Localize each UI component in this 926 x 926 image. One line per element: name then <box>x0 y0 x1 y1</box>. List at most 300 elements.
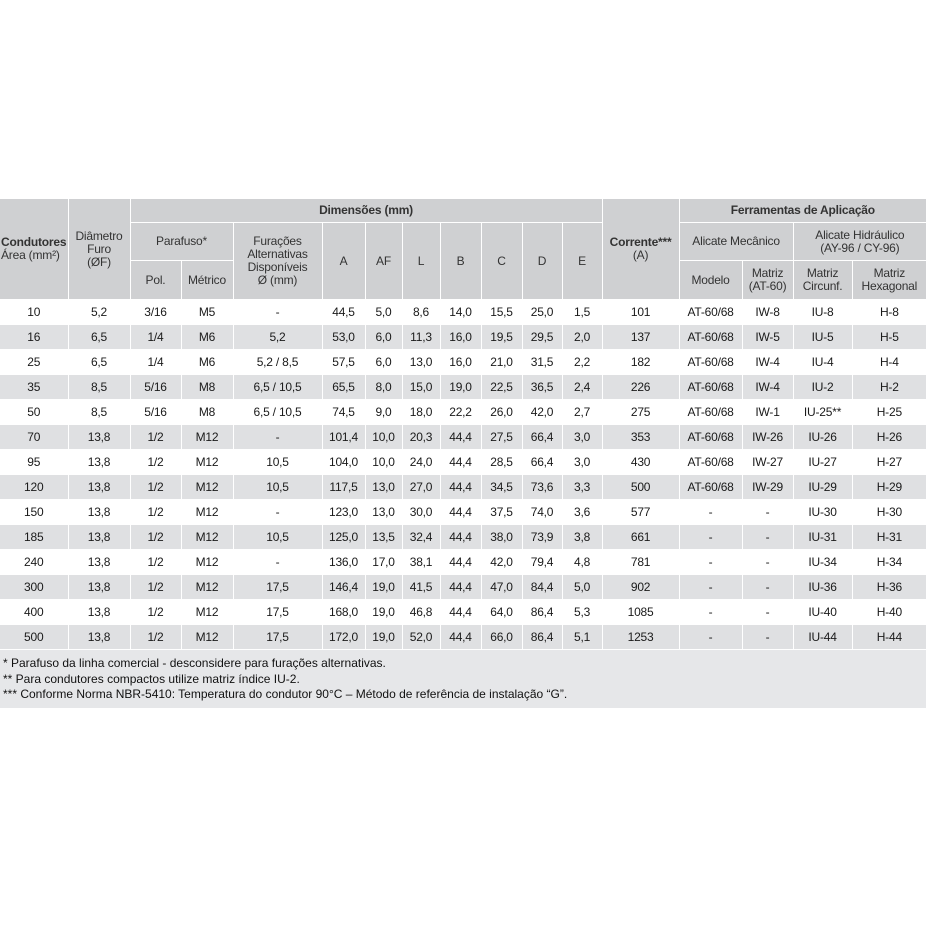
cell-matriz-at: - <box>742 625 793 650</box>
header-dim-d: D <box>522 223 562 300</box>
cell-pol: 5/16 <box>130 400 181 425</box>
cell-c: 27,5 <box>481 425 522 450</box>
cell-d: 74,0 <box>522 500 562 525</box>
cell-diametro: 8,5 <box>68 400 130 425</box>
cell-furacoes: - <box>233 425 322 450</box>
cell-diametro: 5,2 <box>68 300 130 325</box>
header-matriz-at-line1: Matriz <box>751 266 784 280</box>
cell-diametro: 13,8 <box>68 625 130 650</box>
table-row <box>0 525 926 550</box>
cell-metrico: M12 <box>181 525 233 550</box>
cell-matriz-circ: IU-2 <box>793 375 852 400</box>
table-row <box>0 575 926 600</box>
cell-af: 19,0 <box>365 575 402 600</box>
cell-a: 125,0 <box>322 525 365 550</box>
cell-matriz-at: IW-8 <box>742 300 793 325</box>
cell-modelo: - <box>679 500 742 525</box>
cell-diametro: 13,8 <box>68 550 130 575</box>
cell-a: 136,0 <box>322 550 365 575</box>
cell-matriz-circ: IU-27 <box>793 450 852 475</box>
cell-e: 5,0 <box>562 575 602 600</box>
cell-d: 66,4 <box>522 450 562 475</box>
cell-corrente: 182 <box>602 350 679 375</box>
cell-furacoes: 10,5 <box>233 525 322 550</box>
cell-metrico: M12 <box>181 625 233 650</box>
cell-matriz-circ: IU-34 <box>793 550 852 575</box>
header-alicate-mecanico: Alicate Mecânico <box>679 223 793 261</box>
cell-furacoes: - <box>233 550 322 575</box>
cell-l: 27,0 <box>402 475 440 500</box>
cell-matriz-circ: IU-31 <box>793 525 852 550</box>
header-matriz-at <box>742 261 793 300</box>
cell-furacoes: 6,5 / 10,5 <box>233 400 322 425</box>
cell-l: 38,1 <box>402 550 440 575</box>
cell-pol: 1/2 <box>130 550 181 575</box>
cell-matriz-at: IW-4 <box>742 350 793 375</box>
cell-modelo: AT-60/68 <box>679 350 742 375</box>
cell-a: 146,4 <box>322 575 365 600</box>
cell-area: 10 <box>0 300 68 325</box>
cell-area: 300 <box>0 575 68 600</box>
header-ferramentas: Ferramentas de Aplicação <box>679 199 926 223</box>
header-furacoes-line3: Disponíveis <box>247 260 308 274</box>
cell-l: 41,5 <box>402 575 440 600</box>
cell-e: 2,2 <box>562 350 602 375</box>
cell-c: 28,5 <box>481 450 522 475</box>
cell-corrente: 275 <box>602 400 679 425</box>
header-matriz-circ-line1: Matriz <box>806 266 839 280</box>
cell-b: 14,0 <box>440 300 481 325</box>
cell-area: 120 <box>0 475 68 500</box>
cell-metrico: M12 <box>181 575 233 600</box>
cell-matriz-hex: H-29 <box>852 475 926 500</box>
cell-modelo: AT-60/68 <box>679 425 742 450</box>
cell-e: 2,0 <box>562 325 602 350</box>
cell-matriz-at: IW-29 <box>742 475 793 500</box>
cell-matriz-hex: H-40 <box>852 600 926 625</box>
cell-l: 24,0 <box>402 450 440 475</box>
header-diametro-line2: Furo <box>87 241 111 256</box>
cell-d: 29,5 <box>522 325 562 350</box>
cell-corrente: 101 <box>602 300 679 325</box>
cell-l: 18,0 <box>402 400 440 425</box>
cell-l: 20,3 <box>402 425 440 450</box>
cell-af: 13,0 <box>365 500 402 525</box>
cell-a: 123,0 <box>322 500 365 525</box>
cell-modelo: AT-60/68 <box>679 450 742 475</box>
cell-b: 44,4 <box>440 475 481 500</box>
header-dim-b: B <box>440 223 481 300</box>
header-metrico: Métrico <box>181 261 233 300</box>
cell-c: 34,5 <box>481 475 522 500</box>
cell-c: 66,0 <box>481 625 522 650</box>
header-pol: Pol. <box>130 261 181 300</box>
cell-a: 57,5 <box>322 350 365 375</box>
cell-pol: 1/2 <box>130 525 181 550</box>
cell-d: 86,4 <box>522 600 562 625</box>
cell-pol: 1/2 <box>130 425 181 450</box>
header-dim-af: AF <box>365 223 402 300</box>
cell-e: 2,7 <box>562 400 602 425</box>
cell-metrico: M5 <box>181 300 233 325</box>
cell-b: 44,4 <box>440 500 481 525</box>
cell-c: 47,0 <box>481 575 522 600</box>
cell-l: 8,6 <box>402 300 440 325</box>
table-row <box>0 450 926 475</box>
header-furacoes <box>233 223 322 300</box>
cell-c: 42,0 <box>481 550 522 575</box>
header-furacoes-line4: Ø (mm) <box>257 273 298 287</box>
cell-diametro: 13,8 <box>68 475 130 500</box>
table-row <box>0 400 926 425</box>
cell-metrico: M6 <box>181 325 233 350</box>
cell-matriz-hex: H-26 <box>852 425 926 450</box>
cell-matriz-hex: H-44 <box>852 625 926 650</box>
cell-matriz-at: - <box>742 575 793 600</box>
cell-a: 168,0 <box>322 600 365 625</box>
header-corrente-line2: (A) <box>632 248 649 262</box>
cell-e: 2,4 <box>562 375 602 400</box>
cell-furacoes: 6,5 / 10,5 <box>233 375 322 400</box>
cell-matriz-circ: IU-26 <box>793 425 852 450</box>
cell-matriz-circ: IU-36 <box>793 575 852 600</box>
cell-af: 6,0 <box>365 325 402 350</box>
table-row <box>0 475 926 500</box>
cell-matriz-circ: IU-40 <box>793 600 852 625</box>
table-row <box>0 350 926 375</box>
cell-af: 10,0 <box>365 450 402 475</box>
table-row <box>0 625 926 650</box>
cell-l: 30,0 <box>402 500 440 525</box>
cell-pol: 1/2 <box>130 450 181 475</box>
cell-furacoes: - <box>233 500 322 525</box>
cell-corrente: 661 <box>602 525 679 550</box>
cell-corrente: 781 <box>602 550 679 575</box>
cell-metrico: M6 <box>181 350 233 375</box>
table-row <box>0 550 926 575</box>
cell-pol: 1/2 <box>130 475 181 500</box>
table-body <box>0 300 926 650</box>
header-modelo: Modelo <box>679 261 742 300</box>
cell-area: 150 <box>0 500 68 525</box>
cell-c: 64,0 <box>481 600 522 625</box>
footnote-2: ** Para condutores compactos utilize matriz índice IU-2. <box>3 671 300 686</box>
cell-matriz-circ: IU-5 <box>793 325 852 350</box>
cell-area: 400 <box>0 600 68 625</box>
header-dimensoes: Dimensões (mm) <box>130 199 602 223</box>
cell-diametro: 13,8 <box>68 525 130 550</box>
cell-matriz-at: IW-27 <box>742 450 793 475</box>
cell-furacoes: 5,2 <box>233 325 322 350</box>
cell-matriz-hex: H-4 <box>852 350 926 375</box>
cell-d: 73,9 <box>522 525 562 550</box>
cell-modelo: - <box>679 625 742 650</box>
cell-af: 8,0 <box>365 375 402 400</box>
cell-a: 74,5 <box>322 400 365 425</box>
cell-b: 44,4 <box>440 425 481 450</box>
table-row <box>0 300 926 325</box>
cell-e: 3,0 <box>562 425 602 450</box>
cell-diametro: 13,8 <box>68 600 130 625</box>
cell-b: 16,0 <box>440 350 481 375</box>
cell-metrico: M12 <box>181 600 233 625</box>
cell-c: 21,0 <box>481 350 522 375</box>
header-matriz-circ <box>793 261 852 300</box>
cell-corrente: 226 <box>602 375 679 400</box>
cell-pol: 1/4 <box>130 350 181 375</box>
cell-d: 42,0 <box>522 400 562 425</box>
cell-matriz-at: IW-26 <box>742 425 793 450</box>
header-area-label: Área (mm²) <box>1 248 60 262</box>
cell-e: 3,3 <box>562 475 602 500</box>
cell-matriz-at: IW-5 <box>742 325 793 350</box>
cell-matriz-at: - <box>742 600 793 625</box>
cell-matriz-circ: IU-25** <box>793 400 852 425</box>
cell-af: 19,0 <box>365 625 402 650</box>
cell-matriz-hex: H-36 <box>852 575 926 600</box>
cell-l: 15,0 <box>402 375 440 400</box>
cell-matriz-at: IW-1 <box>742 400 793 425</box>
cell-a: 65,5 <box>322 375 365 400</box>
cell-furacoes: 17,5 <box>233 625 322 650</box>
cell-d: 79,4 <box>522 550 562 575</box>
cell-c: 15,5 <box>481 300 522 325</box>
cell-b: 19,0 <box>440 375 481 400</box>
header-diametro <box>68 199 130 300</box>
cell-diametro: 13,8 <box>68 575 130 600</box>
table-row <box>0 325 926 350</box>
spec-table <box>0 199 926 650</box>
cell-diametro: 6,5 <box>68 350 130 375</box>
header-alicate-hidraulico-line2: (AY-96 / CY-96) <box>820 240 900 255</box>
cell-matriz-hex: H-31 <box>852 525 926 550</box>
cell-area: 95 <box>0 450 68 475</box>
table-row <box>0 425 926 450</box>
cell-b: 44,4 <box>440 625 481 650</box>
cell-metrico: M12 <box>181 500 233 525</box>
header-dim-a: A <box>322 223 365 300</box>
cell-af: 13,5 <box>365 525 402 550</box>
cell-pol: 5/16 <box>130 375 181 400</box>
cell-e: 5,3 <box>562 600 602 625</box>
cell-e: 5,1 <box>562 625 602 650</box>
cell-l: 11,3 <box>402 325 440 350</box>
cell-af: 5,0 <box>365 300 402 325</box>
cell-corrente: 137 <box>602 325 679 350</box>
cell-matriz-circ: IU-44 <box>793 625 852 650</box>
footnotes <box>0 650 926 708</box>
cell-af: 10,0 <box>365 425 402 450</box>
cell-e: 1,5 <box>562 300 602 325</box>
cell-c: 22,5 <box>481 375 522 400</box>
cell-modelo: AT-60/68 <box>679 325 742 350</box>
cell-c: 37,5 <box>481 500 522 525</box>
cell-modelo: - <box>679 550 742 575</box>
header-matriz-hex-line2: Hexagonal <box>861 279 918 293</box>
cell-matriz-hex: H-25 <box>852 400 926 425</box>
cell-b: 44,4 <box>440 575 481 600</box>
cell-a: 101,4 <box>322 425 365 450</box>
cell-matriz-at: - <box>742 550 793 575</box>
cell-matriz-circ: IU-30 <box>793 500 852 525</box>
cell-metrico: M8 <box>181 400 233 425</box>
cell-af: 19,0 <box>365 600 402 625</box>
cell-area: 500 <box>0 625 68 650</box>
cell-matriz-at: - <box>742 525 793 550</box>
header-furacoes-line2: Alternativas <box>247 247 308 261</box>
footnote-1: * Parafuso da linha comercial - desconsidere para furações alternativas. <box>3 656 386 670</box>
cell-corrente: 500 <box>602 475 679 500</box>
cell-d: 86,4 <box>522 625 562 650</box>
cell-diametro: 13,8 <box>68 425 130 450</box>
cell-l: 32,4 <box>402 525 440 550</box>
cell-corrente: 1253 <box>602 625 679 650</box>
header-dim-e: E <box>562 223 602 300</box>
spec-table-container <box>0 199 926 708</box>
cell-diametro: 13,8 <box>68 500 130 525</box>
header-alicate-hidraulico <box>793 223 926 261</box>
cell-pol: 1/4 <box>130 325 181 350</box>
table-row <box>0 600 926 625</box>
cell-l: 13,0 <box>402 350 440 375</box>
cell-metrico: M12 <box>181 450 233 475</box>
cell-diametro: 8,5 <box>68 375 130 400</box>
cell-furacoes: 5,2 / 8,5 <box>233 350 322 375</box>
cell-d: 36,5 <box>522 375 562 400</box>
cell-area: 35 <box>0 375 68 400</box>
cell-pol: 3/16 <box>130 300 181 325</box>
header-matriz-circ-line2: Circunf. <box>802 279 843 293</box>
cell-af: 17,0 <box>365 550 402 575</box>
header-corrente <box>602 199 679 300</box>
cell-matriz-circ: IU-29 <box>793 475 852 500</box>
cell-e: 3,6 <box>562 500 602 525</box>
cell-matriz-hex: H-30 <box>852 500 926 525</box>
cell-diametro: 6,5 <box>68 325 130 350</box>
cell-matriz-at: IW-4 <box>742 375 793 400</box>
cell-metrico: M12 <box>181 550 233 575</box>
table-row <box>0 375 926 400</box>
cell-a: 117,5 <box>322 475 365 500</box>
cell-d: 25,0 <box>522 300 562 325</box>
header-alicate-hidraulico-line1: Alicate Hidráulico <box>815 227 905 242</box>
table-row <box>0 500 926 525</box>
cell-pol: 1/2 <box>130 575 181 600</box>
cell-modelo: - <box>679 525 742 550</box>
cell-c: 26,0 <box>481 400 522 425</box>
footnote-3: *** Conforme Norma NBR-5410: Temperatura do condutor 90°C – Método de referência de instalação “G”. <box>3 687 568 701</box>
cell-b: 44,4 <box>440 600 481 625</box>
cell-furacoes: 10,5 <box>233 475 322 500</box>
header-parafuso: Parafuso* <box>130 223 233 261</box>
cell-d: 73,6 <box>522 475 562 500</box>
cell-b: 16,0 <box>440 325 481 350</box>
cell-matriz-hex: H-2 <box>852 375 926 400</box>
cell-a: 53,0 <box>322 325 365 350</box>
cell-corrente: 902 <box>602 575 679 600</box>
cell-d: 84,4 <box>522 575 562 600</box>
cell-af: 13,0 <box>365 475 402 500</box>
cell-corrente: 430 <box>602 450 679 475</box>
cell-pol: 1/2 <box>130 500 181 525</box>
cell-matriz-hex: H-5 <box>852 325 926 350</box>
cell-b: 44,4 <box>440 450 481 475</box>
cell-furacoes: 17,5 <box>233 600 322 625</box>
cell-a: 104,0 <box>322 450 365 475</box>
header-corrente-line1: Corrente*** <box>609 235 672 249</box>
cell-d: 66,4 <box>522 425 562 450</box>
cell-metrico: M12 <box>181 425 233 450</box>
cell-corrente: 353 <box>602 425 679 450</box>
cell-af: 9,0 <box>365 400 402 425</box>
cell-corrente: 1085 <box>602 600 679 625</box>
cell-area: 25 <box>0 350 68 375</box>
cell-matriz-circ: IU-4 <box>793 350 852 375</box>
cell-area: 16 <box>0 325 68 350</box>
header-condutores-label: Condutores <box>1 235 67 249</box>
cell-b: 22,2 <box>440 400 481 425</box>
header-dim-l: L <box>402 223 440 300</box>
cell-area: 70 <box>0 425 68 450</box>
cell-l: 52,0 <box>402 625 440 650</box>
cell-furacoes: 10,5 <box>233 450 322 475</box>
cell-e: 4,8 <box>562 550 602 575</box>
cell-b: 44,4 <box>440 525 481 550</box>
cell-furacoes: - <box>233 300 322 325</box>
cell-modelo: AT-60/68 <box>679 375 742 400</box>
cell-area: 185 <box>0 525 68 550</box>
cell-matriz-hex: H-34 <box>852 550 926 575</box>
cell-corrente: 577 <box>602 500 679 525</box>
cell-furacoes: 17,5 <box>233 575 322 600</box>
header-matriz-hex <box>852 261 926 300</box>
header-matriz-at-line2: (AT-60) <box>748 279 787 293</box>
cell-d: 31,5 <box>522 350 562 375</box>
cell-matriz-hex: H-27 <box>852 450 926 475</box>
cell-l: 46,8 <box>402 600 440 625</box>
cell-matriz-at: - <box>742 500 793 525</box>
cell-modelo: AT-60/68 <box>679 475 742 500</box>
cell-modelo: AT-60/68 <box>679 300 742 325</box>
cell-a: 172,0 <box>322 625 365 650</box>
header-condutores <box>0 199 68 300</box>
cell-c: 38,0 <box>481 525 522 550</box>
cell-pol: 1/2 <box>130 625 181 650</box>
cell-modelo: AT-60/68 <box>679 400 742 425</box>
cell-e: 3,8 <box>562 525 602 550</box>
cell-metrico: M8 <box>181 375 233 400</box>
cell-af: 6,0 <box>365 350 402 375</box>
cell-pol: 1/2 <box>130 600 181 625</box>
header-dim-c: C <box>481 223 522 300</box>
cell-a: 44,5 <box>322 300 365 325</box>
cell-area: 50 <box>0 400 68 425</box>
cell-area: 240 <box>0 550 68 575</box>
header-diametro-line1: Diâmetro <box>75 228 123 243</box>
cell-matriz-circ: IU-8 <box>793 300 852 325</box>
cell-modelo: - <box>679 575 742 600</box>
header-furacoes-line1: Furações <box>253 234 302 248</box>
cell-metrico: M12 <box>181 475 233 500</box>
table-header <box>0 199 926 300</box>
cell-e: 3,0 <box>562 450 602 475</box>
cell-b: 44,4 <box>440 550 481 575</box>
cell-modelo: - <box>679 600 742 625</box>
cell-diametro: 13,8 <box>68 450 130 475</box>
header-matriz-hex-line1: Matriz <box>873 266 906 280</box>
cell-c: 19,5 <box>481 325 522 350</box>
header-diametro-line3: (ØF) <box>87 254 111 269</box>
